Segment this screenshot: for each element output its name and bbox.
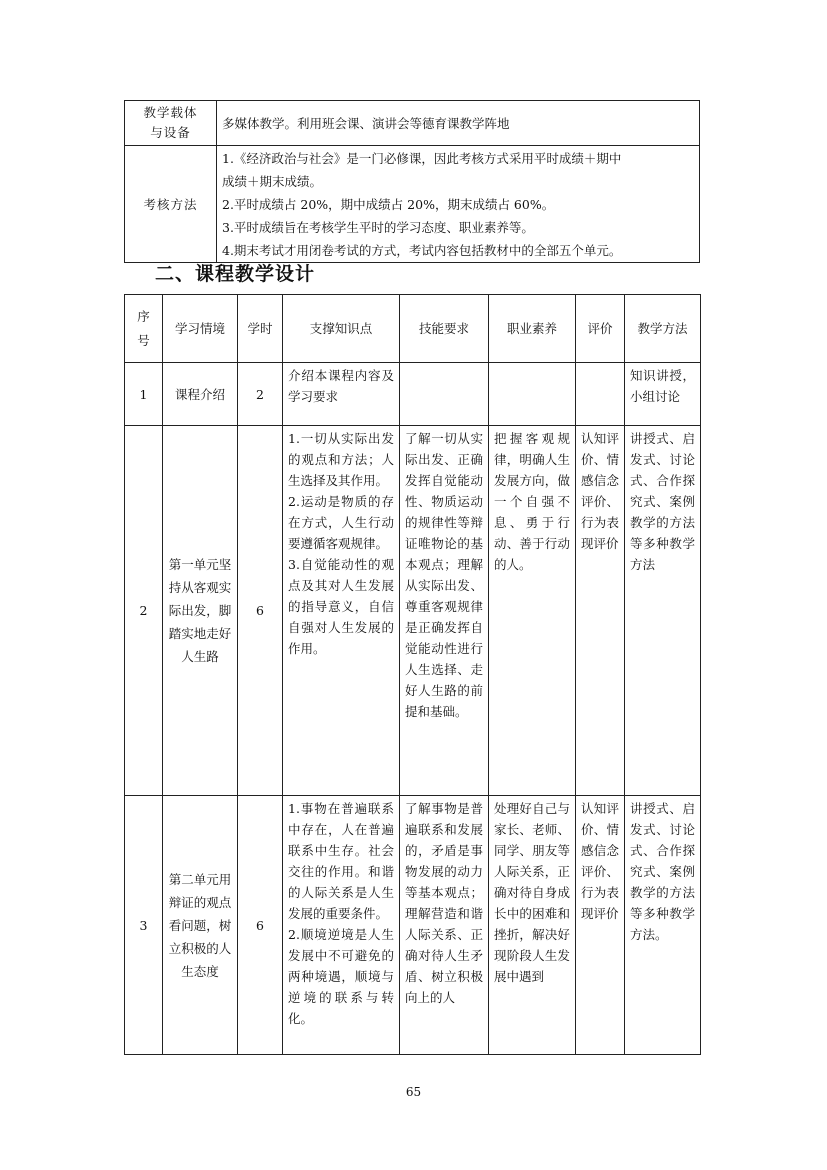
row-evaluation: 认知评价、情感信念评价、行为表现评价	[576, 426, 625, 796]
table-row	[125, 426, 701, 796]
row-skills	[400, 363, 489, 426]
header-literacy: 职业素养	[489, 295, 576, 363]
header-situation: 学习情境	[163, 295, 238, 363]
row-skills: 了解一切从实际出发、正确发挥自觉能动性、物质运动的规律性等辩证唯物论的基本观点；理解从实际出发、尊重客观规律是正确发挥自觉能动性进行人生选择、走好人生路的前提和基础。	[400, 426, 489, 796]
section-title: 二、课程教学设计	[155, 263, 316, 285]
row-method: 讲授式、启发式、讨论式、合作探究式、案例教学的方法等多种教学方法。	[625, 796, 701, 1055]
assessment-row	[125, 146, 700, 263]
row-hours: 2	[238, 363, 283, 426]
row-knowledge: 介绍本课程内容及学习要求	[283, 363, 400, 426]
assessment-line: 2.平时成绩占 20%，期中成绩占 20%，期末成绩占 60%。	[222, 197, 555, 212]
course-info-table	[124, 100, 700, 263]
row-method: 讲授式、启发式、讨论式、合作探究式、案例教学的方法等多种教学方法	[625, 426, 701, 796]
assessment-line: 4.期末考试才用闭卷考试的方式，考试内容包括教材中的全部五个单元。	[222, 243, 622, 258]
row-knowledge: 1.事物在普遍联系中存在，人在普遍联系中生存。社会交往的作用。和谐的人际关系是人生发展的重要条件。 2.顺境逆境是人生发展中不可避免的两种境遇，顺境与逆境的联系与转化。	[283, 796, 400, 1055]
row-evaluation	[576, 363, 625, 426]
assessment-line: 1.《经济政治与社会》是一门必修课，因此考核方式采用平时成绩＋期中	[222, 151, 622, 166]
row-situation: 第一单元坚持从客观实际出发，脚踏实地走好人生路	[163, 426, 238, 796]
header-no: 序 号	[125, 295, 163, 363]
row-literacy: 把握客观规律，明确人生发展方向，做一个自强不息、勇于行动、善于行动的人。	[489, 426, 576, 796]
assessment-line: 成绩＋期末成绩。	[222, 174, 323, 189]
carrier-row	[125, 101, 700, 146]
row-literacy: 处理好自己与家长、老师、同学、朋友等人际关系，正确对待自身成长中的困难和挫折，解决好现阶段人生发展中遇到	[489, 796, 576, 1055]
header-hours: 学时	[238, 295, 283, 363]
table-row	[125, 796, 701, 1055]
row-literacy	[489, 363, 576, 426]
table-header-row	[125, 295, 701, 363]
row-method: 知识讲授，小组讨论	[625, 363, 701, 426]
row-skills: 了解事物是普遍联系和发展的，矛盾是事物发展的动力等基本观点；理解营造和谐人际关系、正确对待人生矛盾、树立积极向上的人	[400, 796, 489, 1055]
row-situation: 第二单元用辩证的观点看问题，树立积极的人生态度	[163, 796, 238, 1055]
row-no: 2	[125, 426, 163, 796]
header-evaluation: 评价	[576, 295, 625, 363]
row-hours: 6	[238, 426, 283, 796]
row-hours: 6	[238, 796, 283, 1055]
carrier-label: 教学载体 与设备	[125, 101, 217, 146]
header-knowledge: 支撑知识点	[283, 295, 400, 363]
header-method: 教学方法	[625, 295, 701, 363]
carrier-value: 多媒体教学。利用班会课、演讲会等德育课教学阵地	[217, 101, 700, 146]
header-skills: 技能要求	[400, 295, 489, 363]
row-evaluation: 认知评价、情感信念评价、行为表现评价	[576, 796, 625, 1055]
table-row	[125, 363, 701, 426]
assessment-line: 3.平时成绩旨在考核学生平时的学习态度、职业素养等。	[222, 220, 534, 235]
row-no: 1	[125, 363, 163, 426]
row-knowledge: 1.一切从实际出发的观点和方法；人生选择及其作用。 2.运动是物质的存在方式，人生行动要遵循客观规律。 3.自觉能动性的观点及其对人生发展的指导意义，自信自强对人生发展的作用。	[283, 426, 400, 796]
page-number: 65	[405, 1085, 422, 1099]
assessment-label: 考核方法	[125, 146, 217, 263]
row-no: 3	[125, 796, 163, 1055]
row-situation: 课程介绍	[163, 363, 238, 426]
course-design-table	[124, 294, 701, 1055]
